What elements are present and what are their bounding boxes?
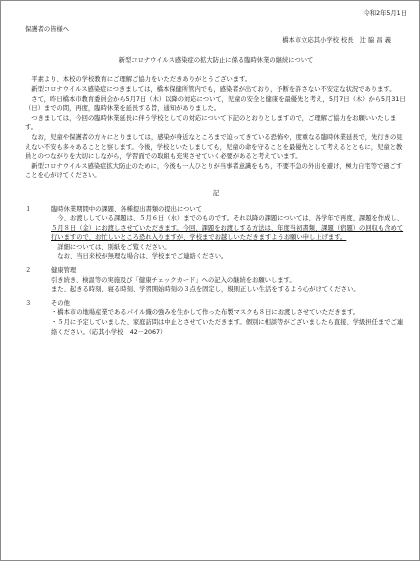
section-2-paragraph: 引き続き、検温等の実施及び「健康チェックカード」への記入の継続をお願いします。 xyxy=(51,276,296,284)
section-2-paragraph: また、起きる時刻、寝る時刻、学習開始時刻の３点を固定し，規則正しい生活をするよう心がけてください。 xyxy=(51,286,360,294)
section-1-note: なお、当日来校が無理な場合は、学校までご連絡ください。 xyxy=(57,253,228,261)
intro-paragraph: 新型コロナウイルス感染症につきましては，橋本保健所管内でも，感染者が出ており，予断を許さない不安定な状況であります。 xyxy=(31,85,396,93)
section-3-bullet: ・５月に予定していました、家庭訪問は中止とさせていただきます。個別に相談等がございましたら直接、学級担任までご連絡ください。（応其小学校 42－2067） xyxy=(51,319,404,336)
intro-paragraph: つきましては，今回の臨時休業延長に伴う学校としての対応について下記のとおりとしますので，ご理解ご協力をお願いいたします。 xyxy=(25,114,397,132)
section-3-bullet: ・橋本市の地場産業であるパイル織の強みを生かして作った布製マスクも８日にお渡しさせていただきます。 xyxy=(51,309,360,317)
section-title: 臨時休業期間中の課題、各種提出書類の提出について xyxy=(51,205,202,213)
addressee: 保護者の皆様へ xyxy=(25,25,70,33)
intro-paragraph: なお，児童や保護者の方々にとりましては，感染が身近なところまで迫ってきている恐怖や，度重なる臨時休業延長で，先行きの見えない不安も多々あることと察します。今後，学校といたしましても，児童の命を守ることを最優先として考えるとともに，児童と教員とのつながりを大切にしながら，学習面での取組も充実させていく必要があると考えています。 xyxy=(25,133,403,161)
section-1-paragraph xyxy=(51,214,407,243)
intro-paragraph: 平素より、本校の学校教育にご理解ご協力をいただきありがとうございます。 xyxy=(31,76,252,84)
section-number: ３ xyxy=(25,299,32,307)
section-heading-3 xyxy=(25,299,407,309)
document-title: 新型コロナウイルス感染症の拡大防止に係る臨時休業の継続について xyxy=(118,56,314,64)
section-number: ２ xyxy=(25,267,32,275)
section-heading-1 xyxy=(25,205,407,215)
section-number: １ xyxy=(25,205,32,213)
section-1-text: 今、お渡ししている課題は、５月６日（水）までのものです。それ以降の課題については、各学年で再度、課題を作成し、 xyxy=(57,215,403,223)
section-title: その他 xyxy=(51,299,70,307)
section-title: 健康管理 xyxy=(51,267,77,275)
sender: 橋本市立応其小学校 校長 辻 脇 昌 義 xyxy=(282,37,391,45)
section-heading-2 xyxy=(25,266,407,276)
intro-paragraph: さて，昨日橋本市教育委員会から5月7日（木）以降の対応について，児童の安全と健康を最優先と考え，5月7日（木）から5月31日（日）までの間，再度，臨時休業を延長する旨，通知がありました。 xyxy=(25,95,406,113)
section-1-underlined-text: ５月８日（金）にお渡しさせていただきます。今回、課題をお渡しする方法は、年度当初書類、課題（宿題）の回収も含めて行いますので、お忙しいところ恐れ入りますが、学校までお越しいただきますようお願い申し上げます。 xyxy=(51,224,404,242)
intro-paragraph: 新型コロナウイルス感染症拡大防止のために，今後も一人ひとりが当事者意識をもち，不要不急の外出を避け，極力自宅等で過ごすことを心がけてください。 xyxy=(25,162,403,180)
ki-label: 記 xyxy=(212,189,220,197)
date: 令和2年5月1日 xyxy=(363,10,407,17)
section-1-details: 詳細については、別紙をご覧ください。 xyxy=(57,243,171,251)
